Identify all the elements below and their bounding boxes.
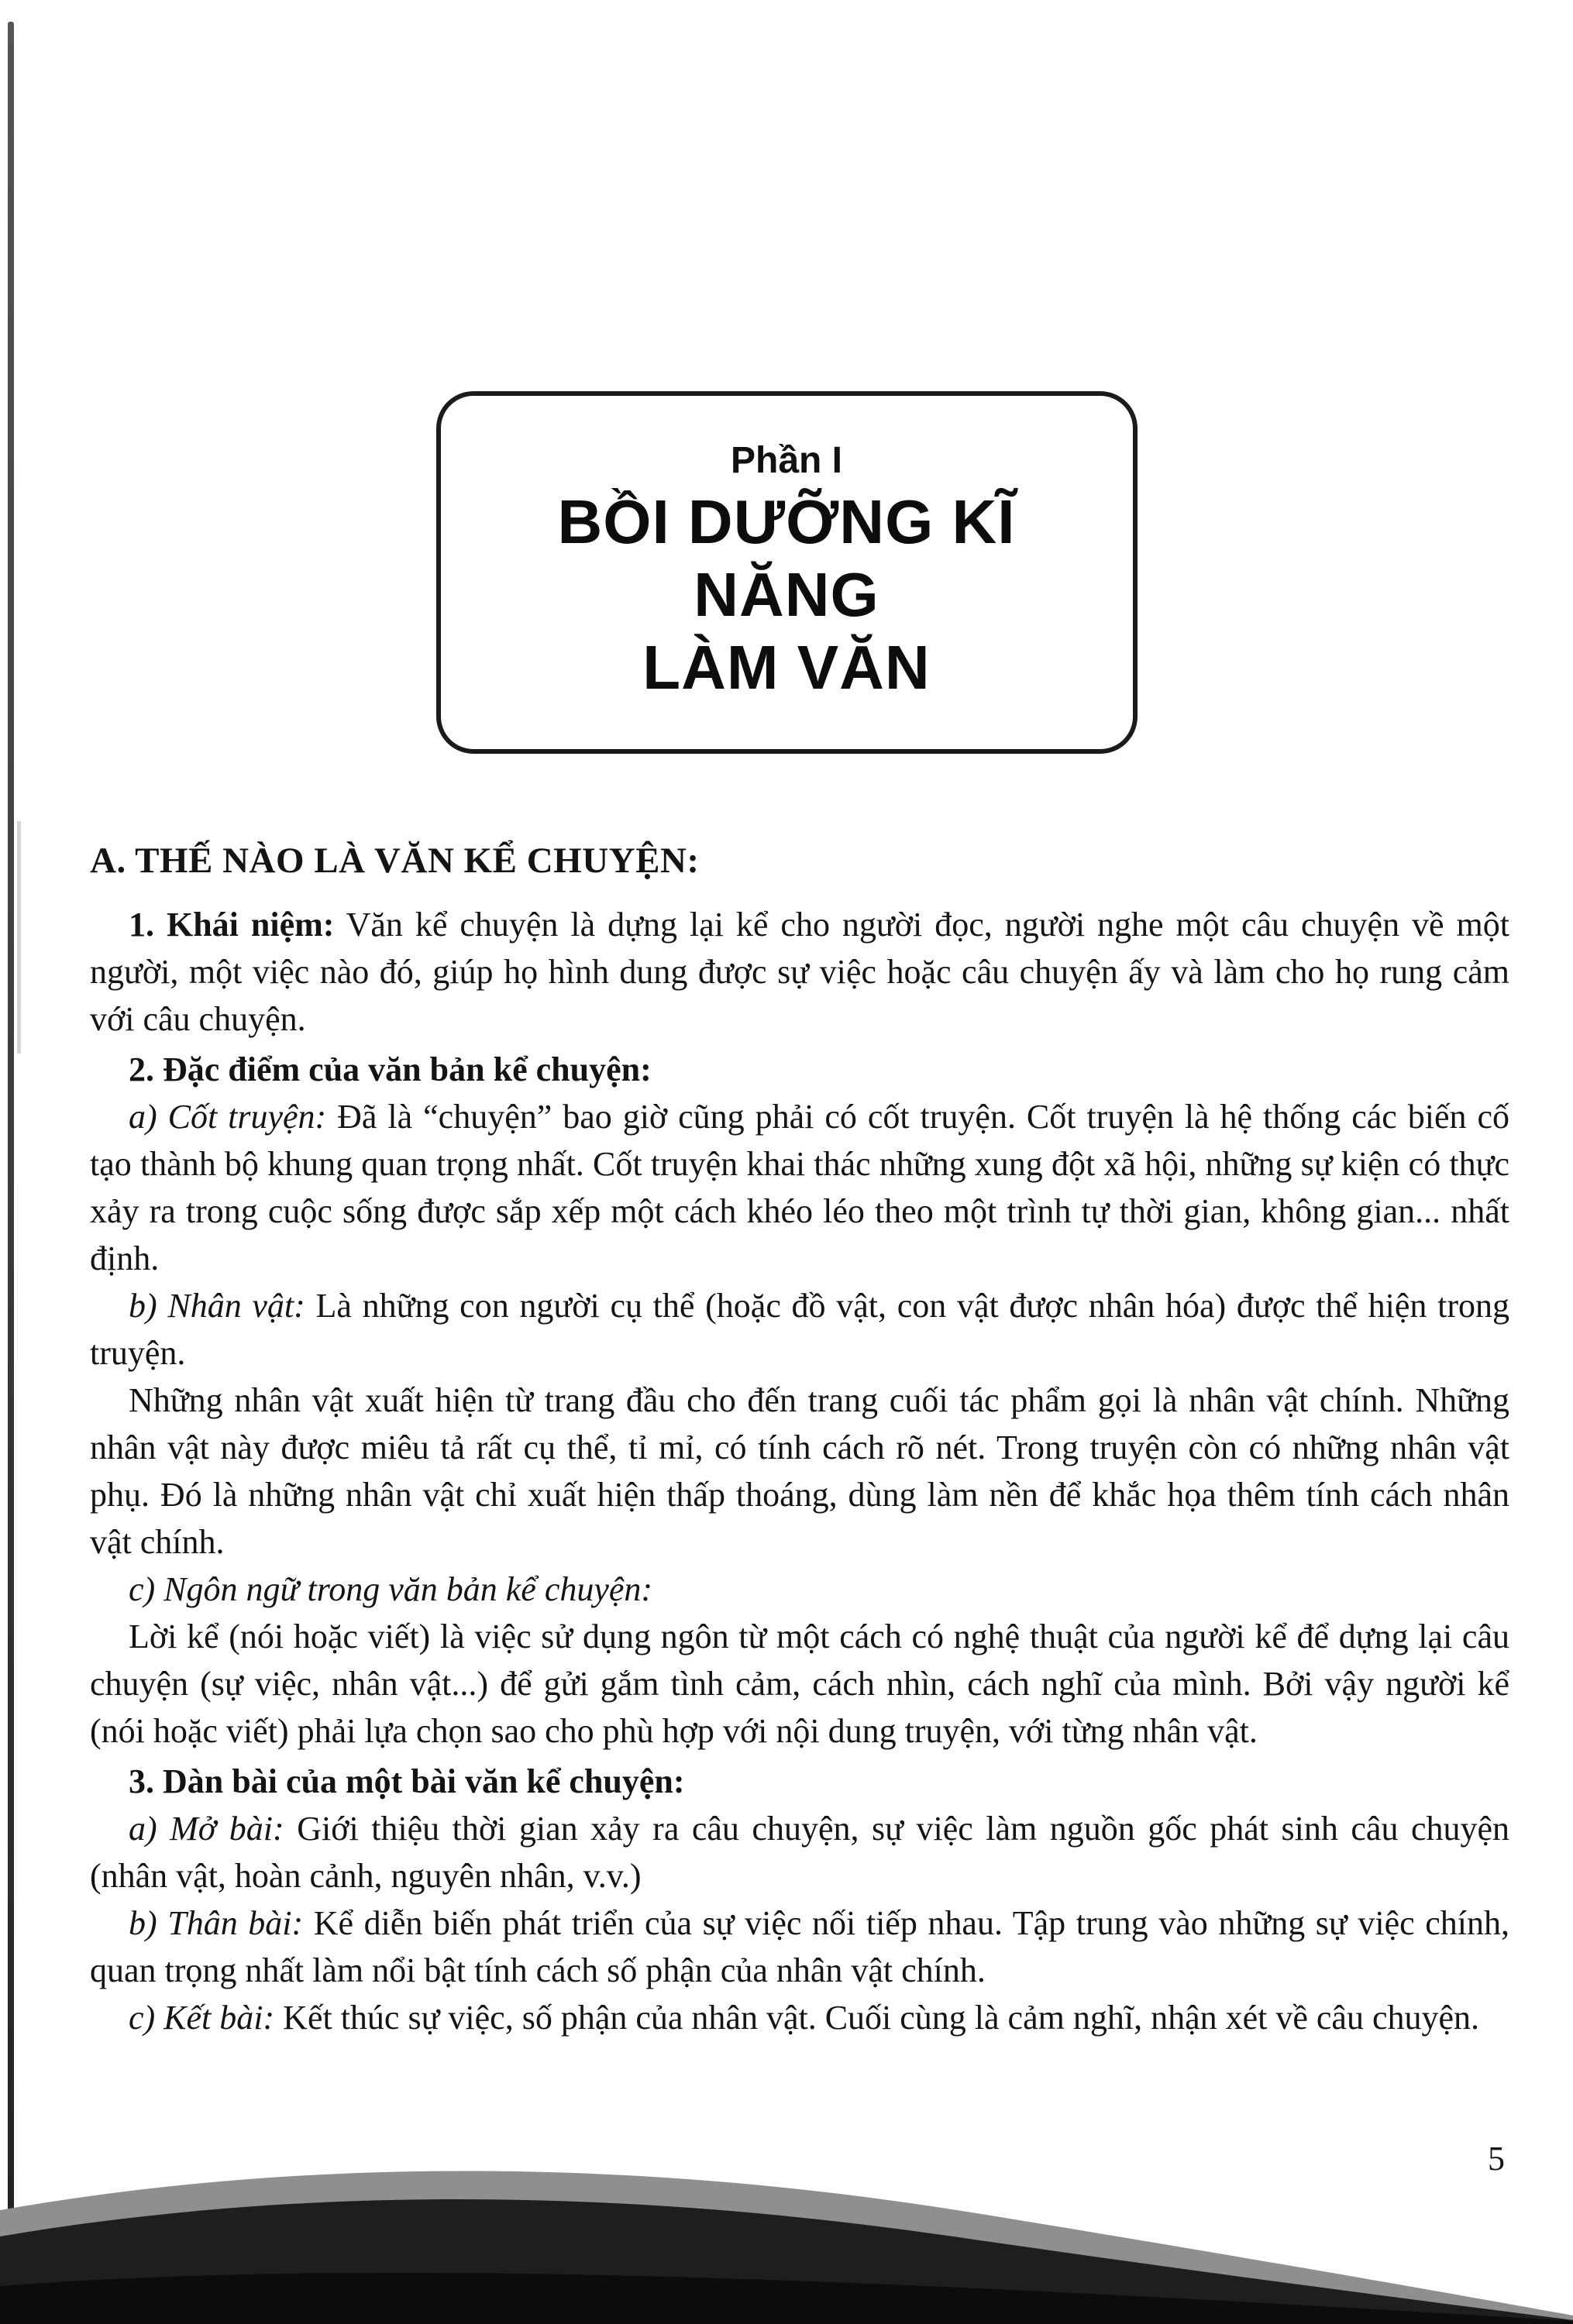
subheading-text: c) Ngôn ngữ trong văn bản kể chuyện: (129, 1570, 653, 1608)
paragraph-body: Văn kể chuyện là dựng lại kể cho người đọc, người nghe một câu chuyện về một người, một việc nào đó, giúp họ hình dung được sự việc hoặc câu chuyện ấy và làm cho họ rung cảm với câu chuyện. (90, 906, 1509, 1038)
paragraph-lead: 1. Khái niệm: (129, 906, 335, 944)
subheading-dac-diem (90, 1046, 1509, 1093)
paragraph-ket-bai (90, 1994, 1509, 2041)
paragraph-body: Đã là “chuyện” bao giờ cũng phải có cốt truyện. Cốt truyện là hệ thống các biến cố tạo thành bộ khung quan trọng nhất. Cốt truyện khai thác những xung đột xã hội, những sự kiện có thực xảy ra trong cuộc sống được sắp xếp một cách khéo léo theo một trình tự thời gian, không gian... nhất định. (90, 1098, 1509, 1277)
subheading-ngon-ngu (90, 1566, 1509, 1613)
part-title-line1: BỒI DƯỠNG KĨ NĂNG (557, 487, 1016, 629)
paragraph-lead: a) Mở bài: (129, 1810, 284, 1848)
part-label: Phần I (730, 440, 843, 481)
page-number: 5 (1488, 2140, 1505, 2178)
paragraph-lead: a) Cốt truyện: (129, 1098, 327, 1136)
subheading-text: 3. Dàn bài của một bài văn kể chuyện: (129, 1762, 685, 1800)
paragraph-body: Kể diễn biến phát triển của sự việc nối tiếp nhau. Tập trung vào những sự việc chính, quan trọng nhất làm nổi bật tính cách số phận của nhân vật chính. (90, 1904, 1509, 1989)
paragraph-lead: b) Nhân vật: (129, 1287, 305, 1325)
paragraph-lead: b) Thân bài: (129, 1904, 304, 1942)
scan-edge-artifact (8, 22, 14, 2324)
page-content (0, 754, 1573, 2041)
paragraph-lead: c) Kết bài: (129, 1999, 275, 2037)
part-title-box (436, 391, 1138, 754)
paragraph-khai-niem (90, 901, 1509, 1043)
paragraph-nhan-vat-chinh (90, 1377, 1509, 1566)
section-heading: A. THẾ NÀO LÀ VĂN KỂ CHUYỆN: (90, 841, 700, 881)
part-title-line2: LÀM VĂN (642, 633, 931, 702)
subheading-dan-bai (90, 1758, 1509, 1805)
paragraph-cot-truyen (90, 1093, 1509, 1282)
paragraph-nhan-vat (90, 1282, 1509, 1377)
paragraph-body: Lời kể (nói hoặc viết) là việc sử dụng ngôn từ một cách có nghệ thuật của người kể để dựng lại câu chuyện (sự việc, nhân vật...) để gửi gắm tình cảm, cách nhìn, cách nghĩ của mình. Bởi vậy người kể (nói hoặc viết) phải lựa chọn sao cho phù hợp với nội dung truyện, với từng nhân vật. (90, 1618, 1509, 1750)
paragraph-mo-bai (90, 1805, 1509, 1899)
paragraph-loi-ke (90, 1613, 1509, 1755)
decorative-swoosh (0, 2142, 1573, 2324)
scan-smudge-artifact (17, 821, 21, 1054)
subheading-text: 2. Đặc điểm của văn bản kể chuyện: (129, 1050, 652, 1088)
paragraph-than-bai (90, 1899, 1509, 1994)
paragraph-body: Là những con người cụ thể (hoặc đồ vật, con vật được nhân hóa) được thể hiện trong truyện. (90, 1287, 1509, 1372)
paragraph-body: Giới thiệu thời gian xảy ra câu chuyện, sự việc làm nguồn gốc phát sinh câu chuyện (nhân vật, hoàn cảnh, nguyên nhân, v.v.) (90, 1810, 1510, 1895)
paragraph-body: Kết thúc sự việc, số phận của nhân vật. Cuối cùng là cảm nghĩ, nhận xét về câu chuyện. (274, 1999, 1479, 2037)
paragraph-body: Những nhân vật xuất hiện từ trang đầu cho đến trang cuối tác phẩm gọi là nhân vật chính. Những nhân vật này được miêu tả rất cụ thể, tỉ mỉ, có tính cách rõ nét. Trong truyện còn có những nhân vật phụ. Đó là những nhân vật chỉ xuất hiện thấp thoáng, dùng làm nền để khắc họa thêm tính cách nhân vật chính. (90, 1381, 1509, 1561)
